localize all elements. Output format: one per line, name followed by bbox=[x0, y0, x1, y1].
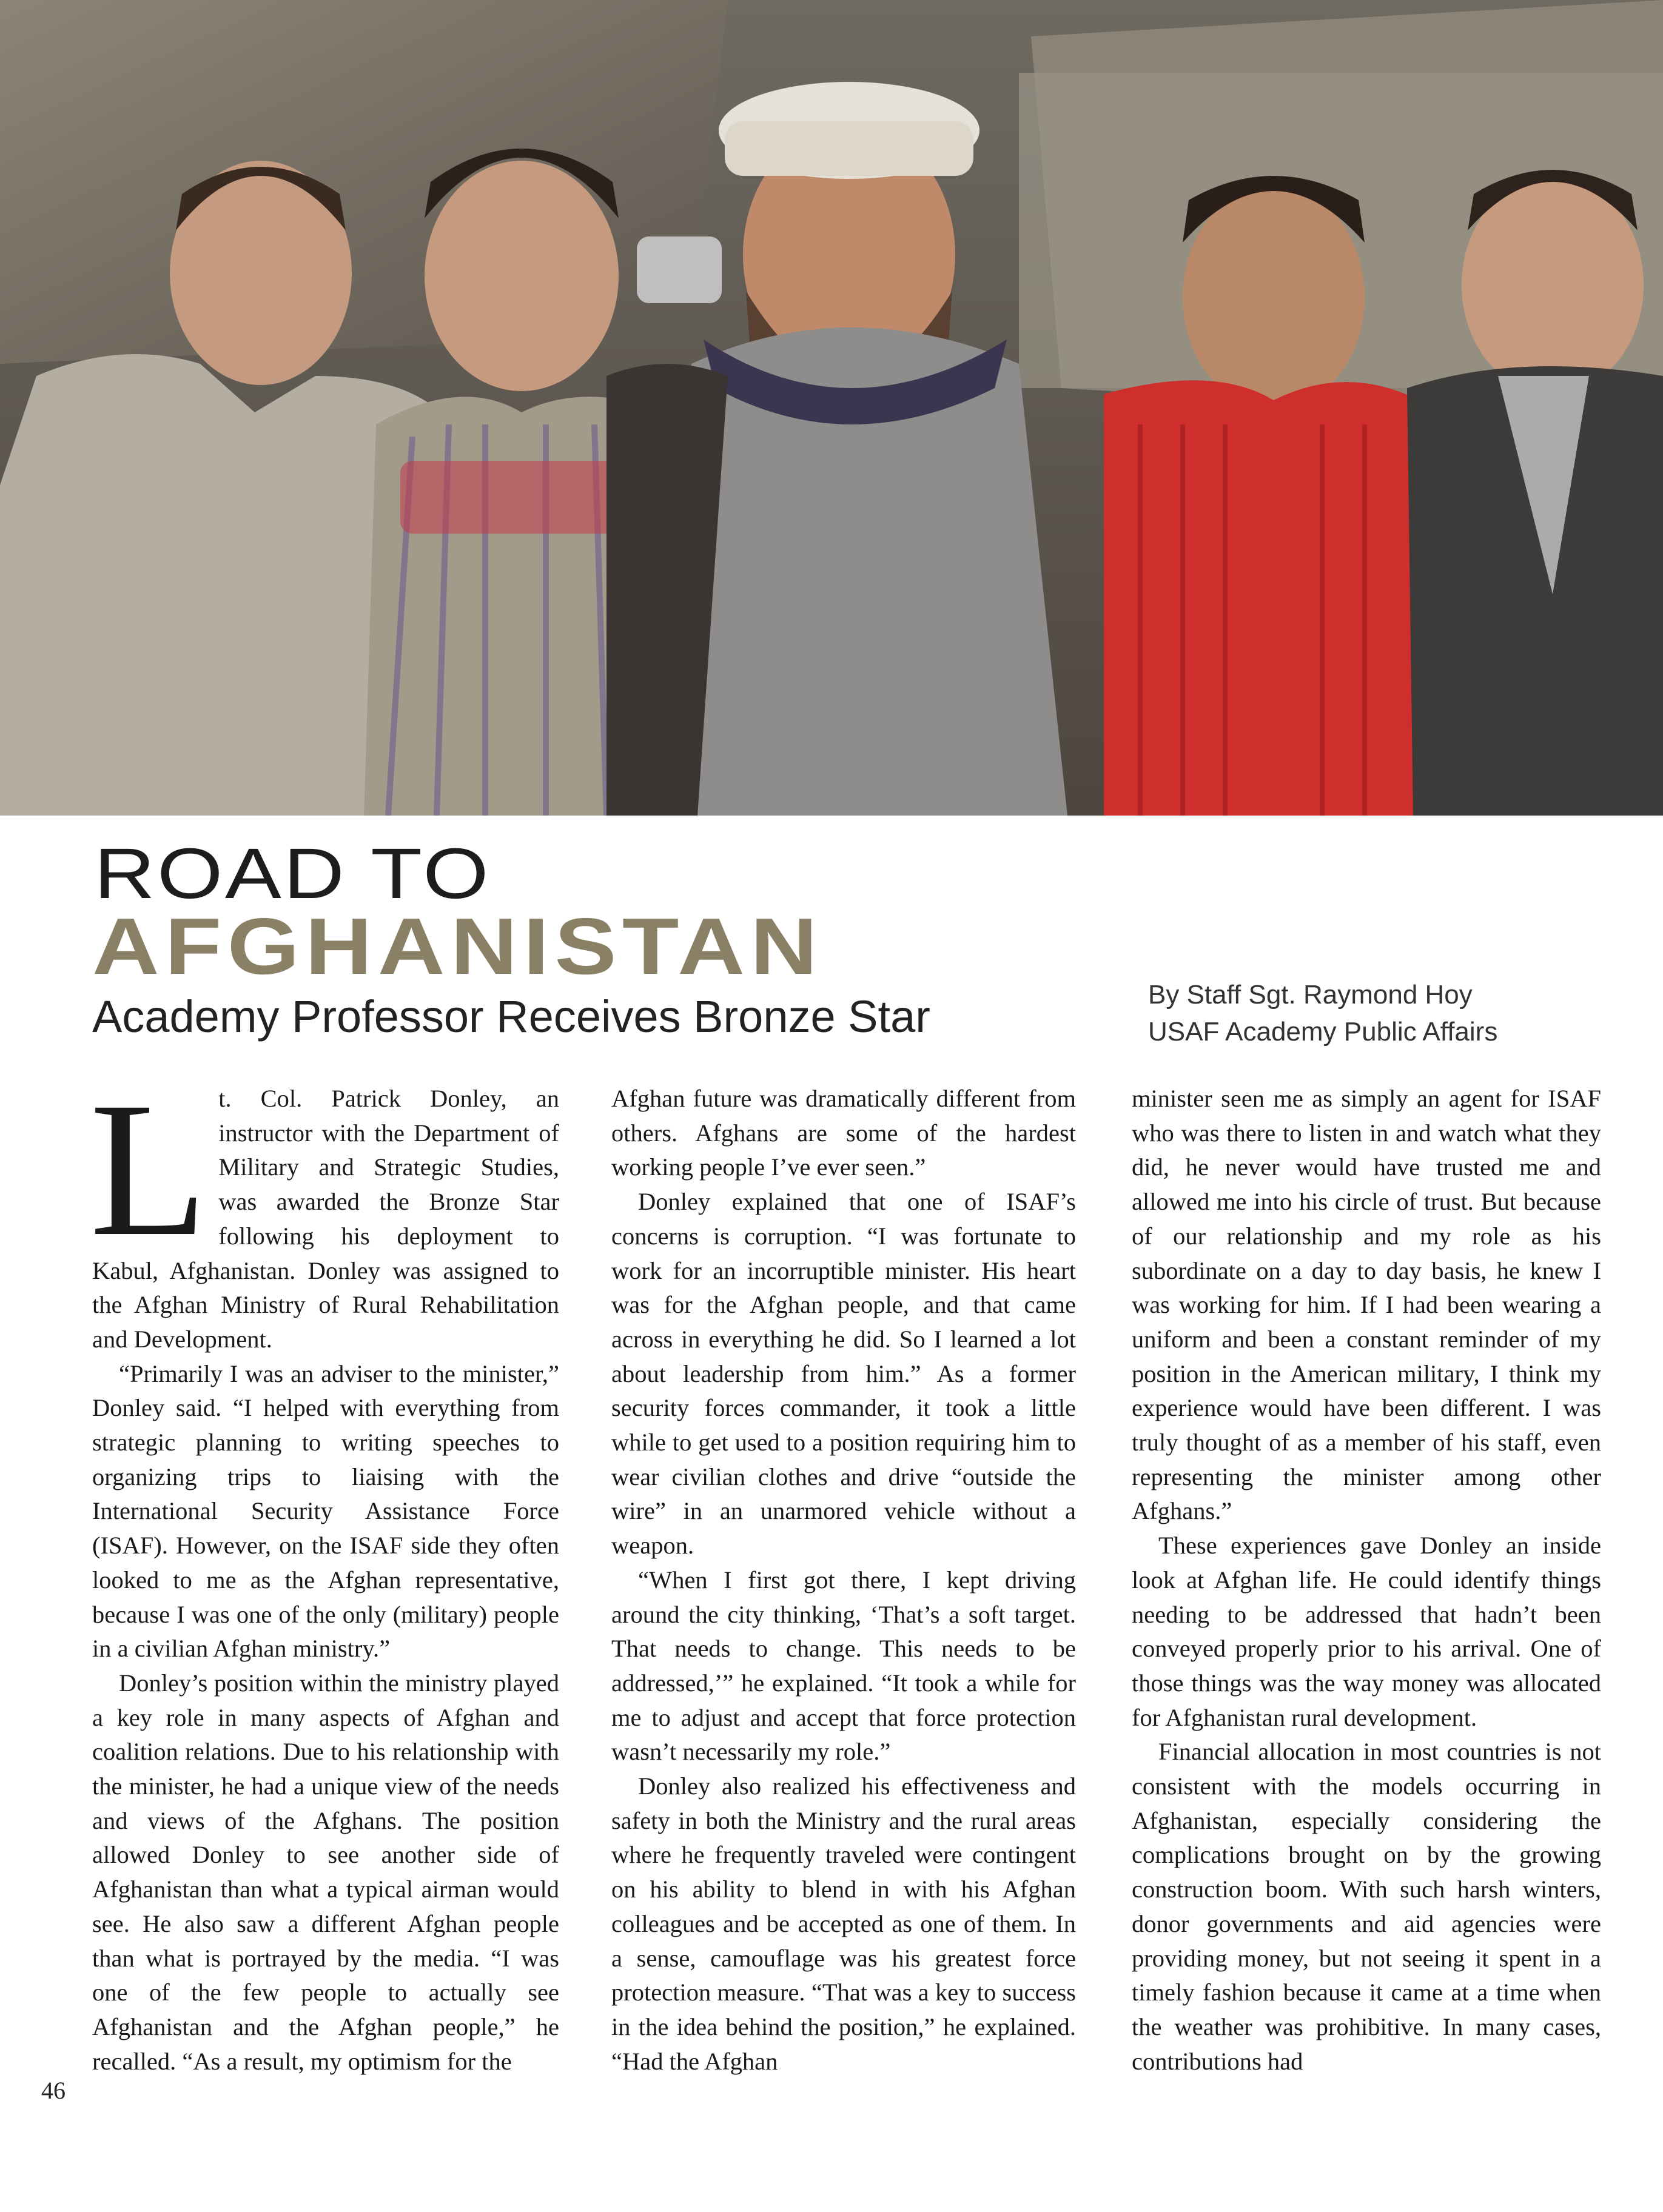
byline-unit: USAF Academy Public Affairs bbox=[1148, 1017, 1498, 1047]
article-column-3 bbox=[1132, 1082, 1601, 2079]
paragraph: minister seen me as simply an agent for ISAF who was there to listen in and watch what they did, he never would have trusted me and allowed me into his circle of trust. But because of our relationship and my role as his subordinate on a day to day basis, he knew I was working for him. If I had been wearing a uniform and been a constant reminder of my position in the American military, I think my experience would have been different. I was truly thought of as a member of his staff, even representing the minister among other Afghans.” bbox=[1132, 1085, 1601, 1525]
paragraph: t. Col. Patrick Donley, an instructor with the Department of Military and Strategic Studies, was awarded the Bronze Star following his deployment to Kabul, Afghanistan. Donley was assigned to the Afghan Ministry of Rural Rehabilitation and Development. bbox=[92, 1085, 559, 1353]
headline-line2: AFGHANISTAN bbox=[92, 902, 824, 991]
paragraph: Donley explained that one of ISAF’s concerns is corruption. “I was fortunate to work for an incorruptible minister. His heart was for the Afghan people, and that came across in everything he did. So I learned a lot about leadership from him.” As a former security forces commander, it took a little while to get used to a position requiring him to wear civilian clothes and drive “outside the wire” in an unarmored vehicle without a weapon. bbox=[611, 1188, 1076, 1560]
drop-cap: L bbox=[90, 1062, 208, 1276]
paragraph: “When I first got there, I kept driving around the city thinking, ‘That’s a soft target. That needs to change. This needs to be addressed,’” he explained. “It took a while for me to adjust and accept that force protection wasn’t necessarily my role.” bbox=[611, 1566, 1076, 1766]
paragraph: These experiences gave Donley an inside look at Afghan life. He could identify things needing to be addressed that hadn’t been conveyed properly prior to his arrival. One of those things was the way money was allocated for Afghanistan rural development. bbox=[1132, 1532, 1601, 1731]
page-number: 46 bbox=[41, 2077, 66, 2104]
paragraph: Donley also realized his effectiveness and safety in both the Ministry and the rural areas where he frequently traveled were contingent on his ability to blend in with his Afghan colleagues and be accepted as one of them. In a sense, camouflage was his greatest force protection measure. “That was a key to success in the idea behind the position,” he explained. “Had the Afghan bbox=[611, 1772, 1076, 2075]
byline bbox=[1148, 976, 1497, 1050]
headline-line1: ROAD TO bbox=[94, 834, 491, 914]
article-column-2 bbox=[611, 1082, 1076, 2079]
article-column-1 bbox=[90, 1062, 559, 2079]
paragraph: “Primarily I was an adviser to the minister,” Donley said. “I helped with everything from strategic planning to writing speeches to organizing trips to liaising with the International Security Assistance Force (ISAF). However, on the ISAF side they often looked to me as the Afghan representative, because I was one of the only (military) people in a civilian Afghan ministry.” bbox=[92, 1359, 559, 1663]
group-photo-illustration bbox=[0, 0, 1663, 816]
paragraph: Afghan future was dramatically different from others. Afghans are some of the hardest working people I’ve ever seen.” bbox=[611, 1085, 1076, 1181]
header-photo bbox=[0, 0, 1663, 816]
paragraph: Donley’s position within the ministry played a key role in many aspects of Afghan and coalition relations. Due to his relationship with the minister, he had a unique view of the needs and views of the Afghans. The position allowed Donley to see another side of Afghanistan than what a typical airman would see. He also saw a different Afghan people than what is portrayed by the media. “I was one of the few people to actually see Afghanistan and the Afghan people,” he recalled. “As a result, my optimism for the bbox=[92, 1669, 559, 2075]
subtitle: Academy Professor Receives Bronze Star bbox=[92, 991, 930, 1042]
byline-author: By Staff Sgt. Raymond Hoy bbox=[1148, 980, 1473, 1010]
paragraph: Financial allocation in most countries is not consistent with the models occurring in Afghanistan, especially considering the complications brought on by the growing construction boom. With such harsh winters, donor governments and aid agencies were providing money, but not seeing it spent in a timely fashion because it came at a time when the weather was prohibitive. In many cases, contributions had bbox=[1132, 1738, 1601, 2075]
